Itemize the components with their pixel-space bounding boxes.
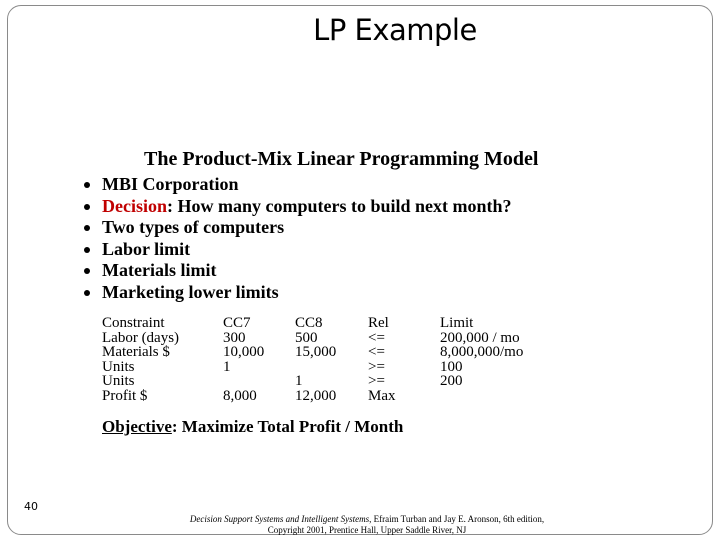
bullet-item — [84, 260, 512, 282]
bullet-item — [84, 174, 512, 196]
bullet-text: Labor limit — [102, 238, 191, 259]
bullet-list — [84, 174, 512, 304]
table-cell: 200,000 / mo — [440, 329, 520, 346]
footer-authors: , Efraim Turban and Jay E. Aronson, 6th edition, — [369, 514, 545, 524]
table-header: Constraint — [102, 315, 165, 331]
table-cell — [223, 374, 264, 389]
objective-label: Objective — [102, 417, 172, 436]
bullet-dot-icon — [84, 204, 90, 210]
bullet-dot-icon — [84, 290, 90, 296]
objective-statement — [102, 417, 403, 437]
table-cell: 200 — [440, 373, 463, 389]
table-cell: Units — [102, 373, 135, 389]
table-cell: 8,000 — [223, 387, 257, 404]
table-header: CC7 — [223, 315, 251, 331]
table-cell: 300 — [223, 329, 246, 346]
bullet-item — [84, 282, 512, 304]
bullet-dot-icon — [84, 182, 90, 188]
bullet-dot-icon — [84, 247, 90, 253]
table-cell: 1 — [295, 373, 303, 389]
table-header: Rel — [368, 315, 389, 331]
table-header: CC8 — [295, 315, 323, 331]
table-cell: 15,000 — [295, 344, 337, 360]
table-cell: >= — [368, 373, 385, 389]
bullet-dot-icon — [84, 225, 90, 231]
table-column-cc7 — [223, 316, 264, 403]
table-cell: <= — [368, 329, 385, 346]
table-column-rel — [368, 316, 396, 403]
table-cell — [295, 360, 336, 375]
table-cell: <= — [368, 344, 385, 360]
table-cell: 1 — [223, 358, 231, 375]
bullet-text: Marketing lower limits — [102, 281, 279, 302]
table-column-cc8 — [295, 316, 336, 403]
table-cell: Units — [102, 358, 135, 375]
footer-book-title: Decision Support Systems and Intelligent Systems — [189, 514, 370, 524]
slide-subtitle: The Product-Mix Linear Programming Model — [144, 148, 539, 170]
table-column-limit — [440, 316, 523, 389]
bullet-dot-icon — [84, 268, 90, 274]
table-cell: Profit $ — [102, 387, 148, 404]
bullet-text: MBI Corporation — [102, 174, 239, 194]
footer-citation — [168, 514, 566, 536]
slide-title: LP Example — [313, 13, 477, 47]
table-cell: 10,000 — [223, 344, 265, 360]
objective-text: : Maximize Total Profit / Month — [171, 417, 404, 436]
table-cell: 12,000 — [295, 387, 337, 404]
footer-line-1 — [168, 514, 566, 525]
bullet-item — [84, 239, 512, 261]
page-number: 40 — [24, 500, 38, 513]
bullet-item — [84, 196, 512, 218]
table-cell: 100 — [440, 358, 463, 375]
table-cell: >= — [368, 358, 385, 375]
bullet-item — [84, 217, 512, 239]
footer-line-2: Copyright 2001, Prentice Hall, Upper Saddle River, NJ — [267, 525, 467, 535]
table-header: Limit — [440, 315, 474, 331]
table-cell: 500 — [295, 329, 318, 346]
bullet-text: Materials limit — [102, 260, 217, 281]
bullet-text: : How many computers to build next month? — [167, 195, 512, 216]
table-column-constraint — [102, 316, 179, 403]
table-cell: Max — [368, 387, 396, 404]
bullet-keyword: Decision — [102, 195, 167, 216]
table-cell: 8,000,000/mo — [440, 344, 524, 360]
table-cell: Materials $ — [102, 344, 170, 360]
bullet-text: Two types of computers — [102, 217, 285, 238]
table-cell: Labor (days) — [102, 329, 180, 346]
